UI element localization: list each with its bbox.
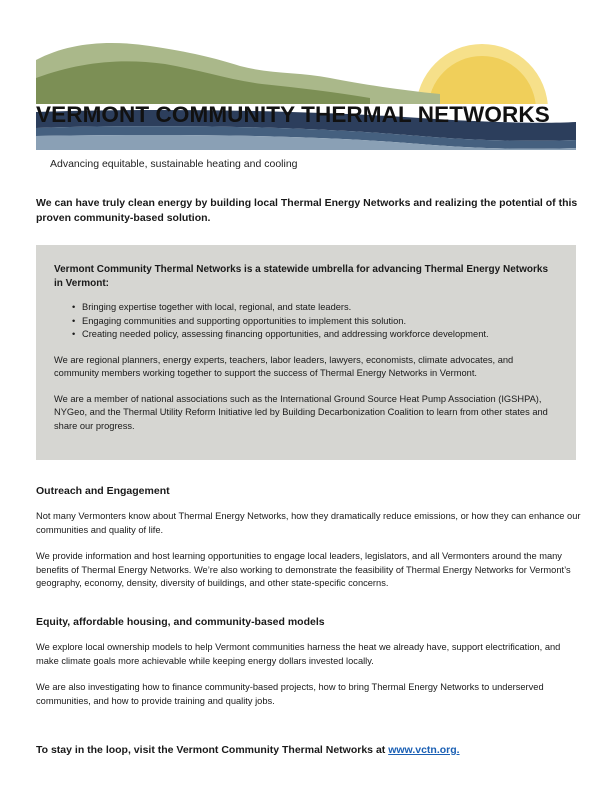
list-item — [72, 315, 556, 329]
bullet-text: Creating needed policy, assessing financing opportunities, and addressing workforce development. — [82, 329, 489, 339]
about-panel — [36, 245, 576, 460]
list-item — [72, 301, 556, 315]
equity-section — [36, 615, 581, 721]
bullet-text: Engaging communities and supporting opportunities to implement this solution. — [82, 315, 407, 326]
header-banner — [0, 0, 612, 190]
outreach-paragraph-1: Not many Vermonters know about Thermal Energy Networks, how they dramatically reduce emissions, or how they can enhance our communities and quality of life. — [36, 511, 581, 535]
panel-paragraph-members: We are regional planners, energy experts, teachers, labor leaders, lawyers, economists, climate advocates, and community members working together to support the success of Thermal Energy Networks in Vermont. — [54, 354, 514, 378]
panel-bullet-list — [54, 301, 556, 342]
equity-paragraph-1: We explore local ownership models to help Vermont communities harness the heat we already have, support electrification, and make climate goals more achievable while keeping energy dollars invested locally. — [36, 642, 561, 666]
list-item — [72, 328, 556, 342]
bullet-text: Bringing expertise together with local, regional, and state leaders. — [82, 302, 352, 312]
outreach-paragraph-2: We provide information and host learning opportunities to engage local leaders, legislators, and all Vermonters around the many benefits of Thermal Energy Networks. We’re also working to demonstrate the feasibility of Thermal Energy Networks for Vermont’s geography, economy, density, diversity of buildings, and other state-specific concerns. — [36, 551, 571, 588]
footer-text: To stay in the loop, visit the Vermont Community Thermal Networks at — [36, 744, 389, 756]
tagline: Advancing equitable, sustainable heating and cooling — [50, 158, 298, 170]
intro-statement: We can have truly clean energy by building local Thermal Energy Networks and realizing the potential of this proven community-based solution. — [36, 197, 578, 224]
bullet-icon: • — [72, 302, 76, 312]
org-title: VERMONT COMMUNITY THERMAL NETWORKS — [36, 102, 550, 127]
panel-lead: Vermont Community Thermal Networks is a statewide umbrella for advancing Thermal Energy Networks in Vermont: — [54, 264, 549, 289]
footer-cta — [36, 744, 581, 756]
outreach-heading: Outreach and Engagement — [36, 485, 170, 497]
equity-paragraph-2: We are also investigating how to finance community-based projects, how to bring Thermal Energy Networks to underserved communities, and how to provide training and quality jobs. — [36, 682, 544, 706]
website-link[interactable]: www.vctn.org. — [388, 744, 460, 756]
equity-heading: Equity, affordable housing, and community-based models — [36, 616, 325, 628]
panel-paragraph-associations: We are a member of national associations such as the International Ground Source Heat Pump Association (IGSHPA), NYGeo, and the Thermal Utility Reform Initiative led by Building Decarbonization Coalition to learn from other states and share our progress. — [54, 393, 548, 431]
bullet-icon: • — [72, 329, 76, 339]
bullet-icon: • — [72, 315, 76, 326]
outreach-section — [36, 484, 581, 604]
